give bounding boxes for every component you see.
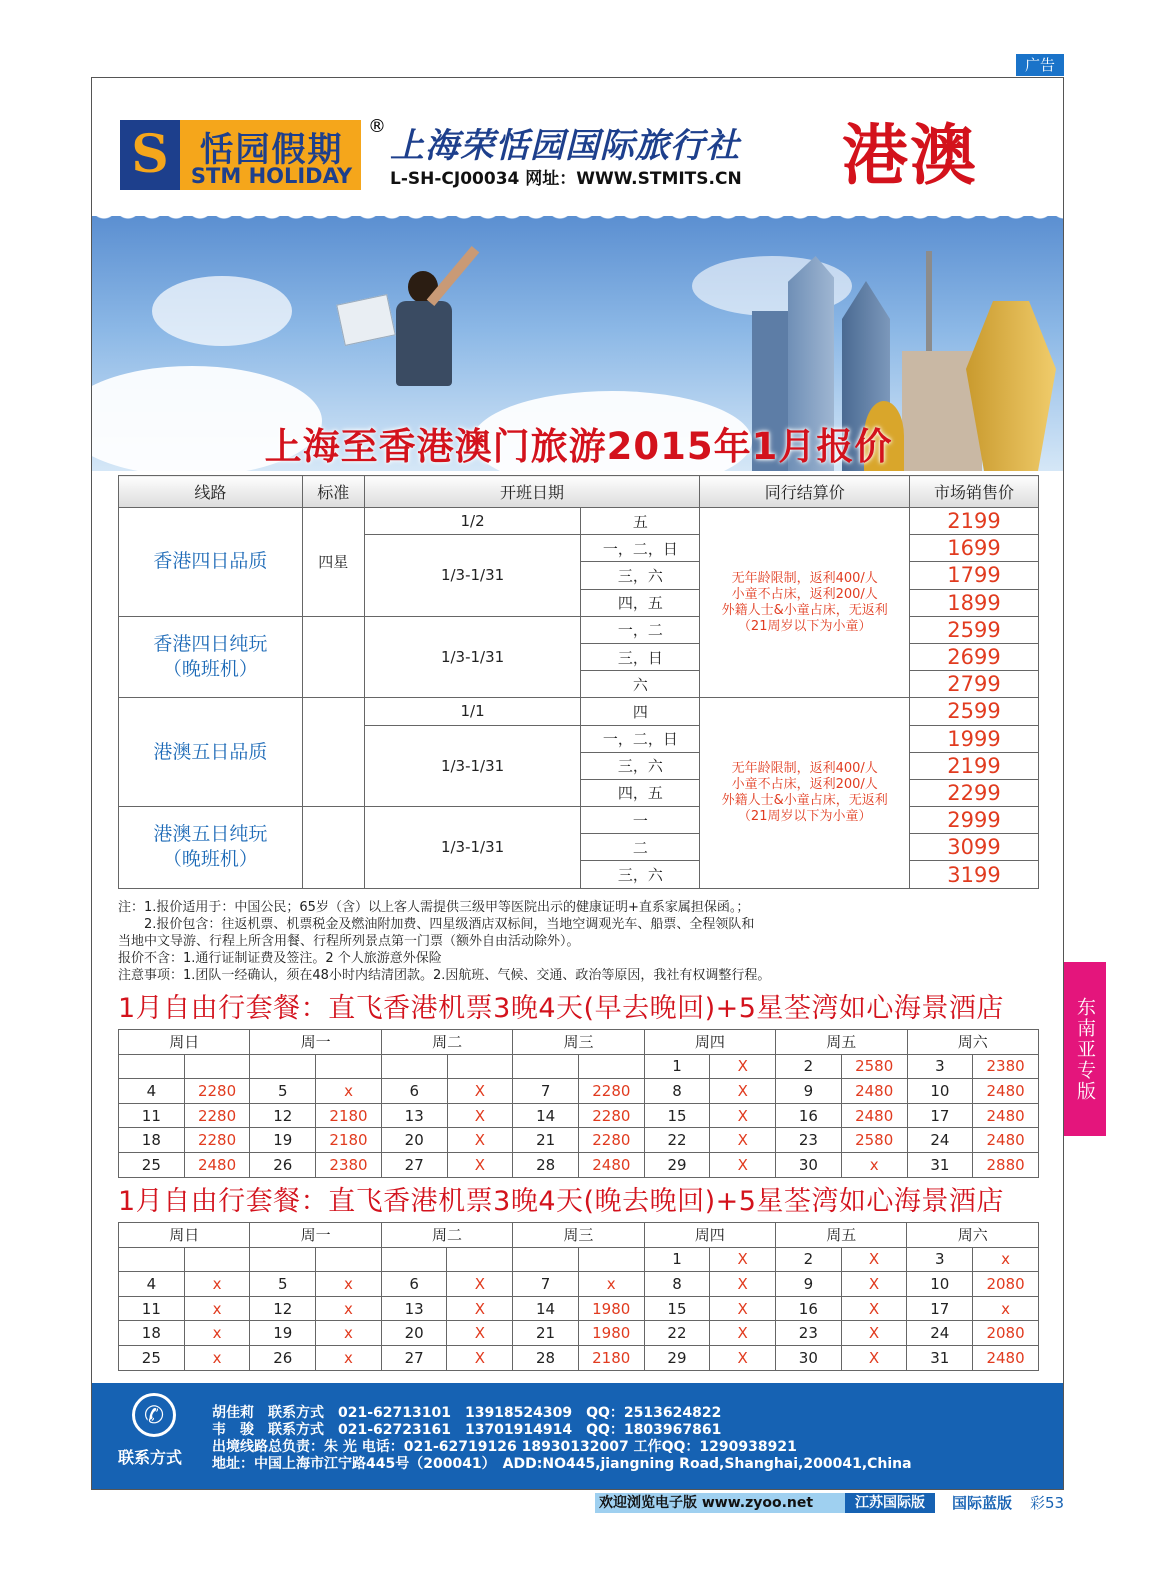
- route-standard: 四星: [302, 508, 364, 617]
- calendar-day: 22: [644, 1321, 710, 1346]
- calendar-day: 2: [776, 1247, 842, 1272]
- calendar-price: x: [316, 1296, 382, 1321]
- route-weekday: 一: [581, 807, 700, 834]
- route-weekday: 三，日: [581, 643, 700, 670]
- calendar-day: 5: [250, 1272, 316, 1297]
- calendar-price: [447, 1054, 513, 1079]
- calendar-day: 23: [776, 1321, 842, 1346]
- contact-footer: [92, 1383, 1064, 1490]
- calendar-day: 27: [381, 1345, 447, 1370]
- calendar-day: 13: [381, 1103, 447, 1128]
- calendar-day: 7: [513, 1272, 579, 1297]
- contact-line: 地址：中国上海市江宁路445号（200041） ADD:NO445,jiangning Road,Shanghai,200041,China: [212, 1456, 912, 1472]
- calendar-price: X: [447, 1272, 513, 1297]
- market-price: 1699: [910, 535, 1039, 562]
- calendar-price: x: [316, 1079, 382, 1104]
- route-date: 1/2: [364, 508, 581, 535]
- calendar-day: 26: [250, 1152, 316, 1177]
- calendar-day: 19: [250, 1321, 316, 1346]
- banner-image: [92, 216, 1064, 471]
- contact-label: 联系方式: [118, 1448, 183, 1467]
- calendar-price: 2380: [316, 1152, 382, 1177]
- calendar-day: [381, 1247, 447, 1272]
- calendar-day: 12: [250, 1103, 316, 1128]
- calendar-price: 2480: [973, 1345, 1039, 1370]
- calendar-day: 16: [776, 1103, 842, 1128]
- route-standard: [302, 807, 364, 889]
- route-standard: [302, 616, 364, 698]
- traveler-illustration: [392, 271, 462, 416]
- calendar-price: X: [447, 1103, 513, 1128]
- contact-line: 出境线路总负责：朱 光 电话：021-62719126 18930132007 工作QQ：1290938921: [212, 1439, 797, 1455]
- route-date: 1/3-1/31: [364, 535, 581, 617]
- table-row: [119, 698, 1039, 725]
- calendar-price: 2380: [973, 1054, 1039, 1079]
- route-name: 香港四日纯玩 （晚班机）: [119, 616, 303, 698]
- calendar-day: 29: [644, 1345, 710, 1370]
- calendar-price: X: [710, 1247, 776, 1272]
- calendar-price: 2480: [973, 1103, 1039, 1128]
- calendar-price: 2480: [841, 1079, 907, 1104]
- calendar-price: 2180: [578, 1345, 644, 1370]
- calendar-day: [513, 1054, 579, 1079]
- calendar-row: [119, 1103, 1039, 1128]
- ad-page: [91, 77, 1064, 1490]
- logo-en-text: STM HOLIDAY: [190, 164, 353, 188]
- calendar-price: 2280: [184, 1128, 250, 1153]
- calendar-day: 8: [644, 1079, 710, 1104]
- calendar-row: [119, 1345, 1039, 1370]
- calendar-day: 5: [250, 1079, 316, 1104]
- agency-name: 上海荣恬园国际旅行社: [390, 126, 740, 166]
- calendar-day: 18: [119, 1321, 185, 1346]
- calendar-day: 4: [119, 1079, 185, 1104]
- weekday-header: 周一: [250, 1223, 381, 1248]
- calendar-day: 11: [119, 1103, 185, 1128]
- calendar-day: 9: [776, 1272, 842, 1297]
- calendar-price: x: [973, 1296, 1039, 1321]
- route-weekday: 二: [581, 834, 700, 861]
- calendar-day: 10: [907, 1079, 973, 1104]
- route-name: 香港四日品质: [119, 508, 303, 617]
- calendar-price: X: [710, 1103, 776, 1128]
- package1-title: 1月自由行套餐：直飞香港机票3晚4天(早去晚回)+5星荃湾如心海景酒店: [118, 993, 1004, 1024]
- calendar-day: 17: [907, 1103, 973, 1128]
- calendar-day: 21: [513, 1128, 579, 1153]
- calendar-price: 2280: [578, 1079, 644, 1104]
- calendar-day: 3: [907, 1247, 973, 1272]
- calendar-day: 29: [644, 1152, 710, 1177]
- contact-details: [212, 1405, 912, 1473]
- market-price: 1899: [910, 589, 1039, 616]
- note-line: 注：1.报价适用于：中国公民；65岁（含）以上客人需提供三级甲等医院出示的健康证明+直系家属担保函。；: [118, 900, 750, 915]
- calendar-price: 2480: [973, 1079, 1039, 1104]
- calendar-price: 1980: [578, 1321, 644, 1346]
- calendar-price: X: [710, 1345, 776, 1370]
- weekday-header: 周三: [513, 1030, 644, 1055]
- logo-cn-text: 恬园假期: [199, 130, 344, 170]
- calendar-day: 17: [907, 1296, 973, 1321]
- settlement-note: 无年龄限制，返利400/人 小童不占床，返利200/人 外籍人士&小童占床，无返利 （21周岁以下为小童）: [700, 508, 910, 698]
- calendar-day: 25: [119, 1345, 185, 1370]
- calendar-price: 2580: [841, 1054, 907, 1079]
- header-route: 线路: [119, 476, 303, 508]
- brand-title: 港澳: [842, 116, 978, 194]
- calendar-day: 15: [644, 1103, 710, 1128]
- route-standard: [302, 698, 364, 807]
- calendar-header: [119, 1030, 1039, 1055]
- calendar-day: 14: [513, 1103, 579, 1128]
- calendar-day: 6: [381, 1272, 447, 1297]
- calendar-day: [119, 1054, 185, 1079]
- calendar-day: 1: [644, 1247, 710, 1272]
- market-price: 3099: [910, 834, 1039, 861]
- phone-icon: ✆: [132, 1393, 176, 1437]
- calendar-day: 21: [513, 1321, 579, 1346]
- market-price: 2199: [910, 752, 1039, 779]
- market-price: 2999: [910, 807, 1039, 834]
- calendar-price: x: [316, 1345, 382, 1370]
- route-weekday: 三，六: [581, 752, 700, 779]
- logo-s-mark-icon: S: [120, 120, 180, 190]
- calendar-price: X: [841, 1321, 907, 1346]
- calendar-price: 2480: [973, 1128, 1039, 1153]
- route-weekday: 四: [581, 698, 700, 725]
- calendar-price: [578, 1247, 644, 1272]
- calendar-row: [119, 1272, 1039, 1297]
- calendar-price: X: [447, 1345, 513, 1370]
- calendar-price: x: [578, 1272, 644, 1297]
- calendar-price: 2480: [578, 1152, 644, 1177]
- calendar-day: 30: [776, 1345, 842, 1370]
- calendar-row: [119, 1321, 1039, 1346]
- calendar-day: 8: [644, 1272, 710, 1297]
- calendar-price: 2880: [973, 1152, 1039, 1177]
- calendar-day: 10: [907, 1272, 973, 1297]
- calendar-price: 2180: [316, 1103, 382, 1128]
- calendar-day: 9: [776, 1079, 842, 1104]
- calendar-day: 31: [907, 1152, 973, 1177]
- calendar-day: 25: [119, 1152, 185, 1177]
- calendar-price: [316, 1247, 382, 1272]
- calendar-day: 14: [513, 1296, 579, 1321]
- calendar-row: [119, 1128, 1039, 1153]
- calendar-price: x: [184, 1345, 250, 1370]
- registered-mark: ®: [368, 116, 386, 137]
- package2-calendar: [118, 1222, 1039, 1371]
- calendar-day: 23: [776, 1128, 842, 1153]
- calendar-day: 1: [644, 1054, 710, 1079]
- header-settlement: 同行结算价: [700, 476, 910, 508]
- calendar-day: 16: [776, 1296, 842, 1321]
- calendar-price: X: [447, 1128, 513, 1153]
- side-tab-southeast-asia: 东南亚专版: [1064, 962, 1106, 1136]
- calendar-day: 11: [119, 1296, 185, 1321]
- license-and-website: L-SH-CJ00034 网址：WWW.STMITS.CN: [390, 169, 742, 189]
- note-line: 报价不含：1.通行证制证费及签注。2 个人旅游意外保险: [118, 951, 442, 966]
- calendar-day: [250, 1247, 316, 1272]
- route-name: 港澳五日品质: [119, 698, 303, 807]
- calendar-day: 12: [250, 1296, 316, 1321]
- calendar-day: 3: [907, 1054, 973, 1079]
- calendar-price: X: [710, 1272, 776, 1297]
- calendar-price: X: [710, 1296, 776, 1321]
- calendar-price: 2180: [316, 1128, 382, 1153]
- calendar-day: 30: [776, 1152, 842, 1177]
- route-weekday: 四，五: [581, 589, 700, 616]
- route-date: 1/3-1/31: [364, 616, 581, 698]
- market-price: 2699: [910, 643, 1039, 670]
- calendar-price: X: [710, 1079, 776, 1104]
- weekday-header: 周六: [907, 1223, 1039, 1248]
- calendar-price: 2580: [841, 1128, 907, 1153]
- calendar-price: X: [447, 1079, 513, 1104]
- calendar-day: 24: [907, 1321, 973, 1346]
- market-price: 3199: [910, 861, 1039, 888]
- route-weekday: 六: [581, 671, 700, 698]
- calendar-price: 2280: [184, 1103, 250, 1128]
- calendar-price: x: [841, 1152, 907, 1177]
- calendar-price: X: [447, 1152, 513, 1177]
- calendar-price: x: [184, 1321, 250, 1346]
- note-line: 当地中文导游、行程上所含用餐、行程所列景点第一门票（额外自由活动除外）。: [118, 934, 580, 949]
- calendar-price: 1980: [578, 1296, 644, 1321]
- calendar-price: 2280: [184, 1079, 250, 1104]
- route-date: 1/3-1/31: [364, 725, 581, 807]
- calendar-day: [513, 1247, 579, 1272]
- banner-title: 上海至香港澳门旅游2015年1月报价: [264, 425, 893, 468]
- calendar-price: X: [447, 1321, 513, 1346]
- calendar-price: [316, 1054, 382, 1079]
- calendar-day: 27: [381, 1152, 447, 1177]
- scallop-divider: [92, 206, 1064, 228]
- calendar-day: 31: [907, 1345, 973, 1370]
- calendar-price: 2280: [578, 1128, 644, 1153]
- calendar-day: 13: [381, 1296, 447, 1321]
- route-weekday: 一，二，日: [581, 725, 700, 752]
- calendar-day: 7: [513, 1079, 579, 1104]
- calendar-price: [184, 1247, 250, 1272]
- ad-tag: 广告: [1016, 54, 1064, 76]
- price-table: [118, 475, 1039, 889]
- calendar-price: x: [184, 1272, 250, 1297]
- route-name: 港澳五日纯玩 （晚班机）: [119, 807, 303, 889]
- weekday-header: 周二: [381, 1030, 512, 1055]
- header-standard: 标准: [302, 476, 364, 508]
- route-weekday: 三，六: [581, 562, 700, 589]
- price-table-header: [119, 476, 1039, 508]
- calendar-price: 2480: [184, 1152, 250, 1177]
- package1-calendar: [118, 1029, 1039, 1178]
- stm-holiday-logo: [120, 120, 361, 190]
- weekday-header: 周日: [119, 1030, 250, 1055]
- calendar-day: 24: [907, 1128, 973, 1153]
- header-market-price: 市场销售价: [910, 476, 1039, 508]
- calendar-header: [119, 1223, 1039, 1248]
- market-price: 2299: [910, 779, 1039, 806]
- calendar-price: x: [184, 1296, 250, 1321]
- calendar-price: [578, 1054, 644, 1079]
- calendar-day: 18: [119, 1128, 185, 1153]
- weekday-header: 周四: [644, 1223, 775, 1248]
- market-price: 1799: [910, 562, 1039, 589]
- calendar-price: x: [316, 1321, 382, 1346]
- site-link[interactable]: 欢迎浏览电子版 www.zyoo.net: [599, 1495, 814, 1511]
- market-price: 2599: [910, 616, 1039, 643]
- calendar-day: 26: [250, 1345, 316, 1370]
- contact-line: 胡佳莉 联系方式 021-62713101 13918524309 QQ：2513624822: [212, 1405, 722, 1421]
- calendar-day: 28: [513, 1345, 579, 1370]
- route-weekday: 四，五: [581, 779, 700, 806]
- route-date: 1/1: [364, 698, 581, 725]
- calendar-price: X: [447, 1296, 513, 1321]
- edition-label: 江苏国际版: [845, 1493, 935, 1513]
- weekday-header: 周日: [119, 1223, 250, 1248]
- weekday-header: 周一: [250, 1030, 381, 1055]
- note-line: 注意事项：1.团队一经确认，须在48小时内结清团款。2.因航班、气候、交通、政治等原因，我社有权调整行程。: [118, 968, 771, 983]
- calendar-price: X: [841, 1272, 907, 1297]
- calendar-day: 6: [381, 1079, 447, 1104]
- calendar-price: X: [841, 1247, 907, 1272]
- calendar-row: [119, 1054, 1039, 1079]
- calendar-price: X: [841, 1345, 907, 1370]
- calendar-row: [119, 1079, 1039, 1104]
- calendar-day: 22: [644, 1128, 710, 1153]
- bottom-bar: [595, 1493, 935, 1513]
- calendar-day: 28: [513, 1152, 579, 1177]
- calendar-price: x: [973, 1247, 1039, 1272]
- route-weekday: 一，二: [581, 616, 700, 643]
- calendar-row: [119, 1152, 1039, 1177]
- calendar-price: 2280: [578, 1103, 644, 1128]
- weekday-header: 周三: [513, 1223, 644, 1248]
- contact-line: 韦 骏 联系方式 021-62723161 13701914914 QQ：1803967861: [212, 1422, 722, 1438]
- weekday-header: 周五: [776, 1223, 907, 1248]
- calendar-price: 2080: [973, 1321, 1039, 1346]
- calendar-day: 19: [250, 1128, 316, 1153]
- route-date: 1/3-1/31: [364, 807, 581, 889]
- weekday-header: 周六: [907, 1030, 1038, 1055]
- market-price: 2599: [910, 698, 1039, 725]
- calendar-day: 20: [381, 1128, 447, 1153]
- calendar-day: 20: [381, 1321, 447, 1346]
- route-weekday: 三，六: [581, 861, 700, 888]
- market-price: 2799: [910, 671, 1039, 698]
- calendar-price: 2480: [841, 1103, 907, 1128]
- calendar-row: [119, 1296, 1039, 1321]
- header-dates: 开班日期: [364, 476, 700, 508]
- weekday-header: 周四: [644, 1030, 775, 1055]
- calendar-price: X: [710, 1152, 776, 1177]
- calendar-price: [184, 1054, 250, 1079]
- calendar-price: X: [841, 1296, 907, 1321]
- calendar-price: 2080: [973, 1272, 1039, 1297]
- weekday-header: 周二: [381, 1223, 512, 1248]
- calendar-row: [119, 1247, 1039, 1272]
- calendar-day: 2: [776, 1054, 842, 1079]
- calendar-price: X: [710, 1321, 776, 1346]
- calendar-day: [119, 1247, 185, 1272]
- calendar-day: [381, 1054, 447, 1079]
- note-line: 2.报价包含：往返机票、机票税金及燃油附加费、四星级酒店双标间，当地空调观光车、船票、全程领队和: [118, 917, 755, 932]
- calendar-price: X: [710, 1128, 776, 1153]
- package2-title: 1月自由行套餐：直飞香港机票3晚4天(晚去晚回)+5星荃湾如心海景酒店: [118, 1186, 1004, 1217]
- calendar-price: X: [710, 1054, 776, 1079]
- calendar-day: 4: [119, 1272, 185, 1297]
- page-number: 彩53: [1030, 1494, 1065, 1512]
- price-notes: [118, 899, 770, 984]
- route-weekday: 一，二，日: [581, 535, 700, 562]
- calendar-day: 15: [644, 1296, 710, 1321]
- calendar-price: x: [316, 1272, 382, 1297]
- calendar-price: [447, 1247, 513, 1272]
- route-weekday: 五: [581, 508, 700, 535]
- table-row: [119, 508, 1039, 535]
- market-price: 2199: [910, 508, 1039, 535]
- blue-edition-label: 国际蓝版: [952, 1494, 1013, 1512]
- calendar-day: [250, 1054, 316, 1079]
- settlement-note: 无年龄限制，返利400/人 小童不占床，返利200/人 外籍人士&小童占床，无返利 （21周岁以下为小童）: [700, 698, 910, 888]
- weekday-header: 周五: [776, 1030, 907, 1055]
- market-price: 1999: [910, 725, 1039, 752]
